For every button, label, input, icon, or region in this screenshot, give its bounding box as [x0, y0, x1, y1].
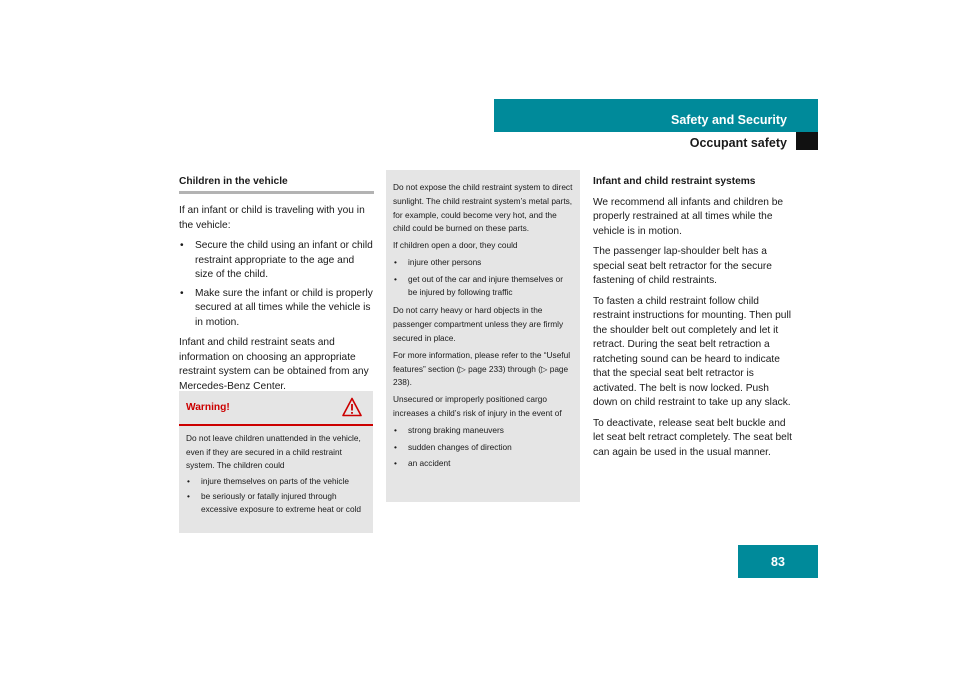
bullet-icon: •: [394, 256, 397, 267]
children-bullet-list: [179, 239, 374, 330]
retractor-text: The passenger lap-shoulder belt has a special seat belt retractor for the secure fastening of child restraints.: [593, 246, 772, 286]
bullet-icon: •: [180, 287, 184, 299]
children-heading: Children in the vehicle: [179, 175, 374, 194]
bullet-icon: •: [394, 458, 397, 469]
unsecured-cargo-text: Unsecured or improperly positioned cargo increases a child’s risk of injury in the event of: [393, 394, 562, 418]
door-text: If children open a door, they could: [393, 240, 518, 251]
event-bullet-list: [393, 424, 573, 470]
page-reference-link[interactable]: page 233: [468, 363, 503, 374]
sunlight-text: Do not expose the child restraint system to direct sunlight. The child restraint system’s metal parts, for example, could become very hot, and the child could be burned on these parts.: [393, 182, 573, 234]
cargo-text: Do not carry heavy or hard objects in the passenger compartment unless they are firmly secured in place.: [393, 305, 564, 343]
list-item: • Make sure the infant or child is properly secured at all times while the vehicle is in motion.: [180, 287, 373, 328]
warning-label: Warning!: [186, 402, 230, 413]
bullet-icon: •: [187, 475, 190, 486]
deactivation-text: To deactivate, release seat belt buckle and let seat belt retract completely. The seat belt can again be used in the usual manner.: [593, 417, 792, 458]
list-item: • an accident: [394, 458, 451, 469]
intro-text: If an infant or child is traveling with you in the vehicle:: [179, 205, 365, 231]
page-number-box: [738, 545, 818, 578]
warning-triangle-icon: [342, 397, 362, 417]
warning-text: Do not leave children unattended in the vehicle, even if they are secured in a child restraint system. The children could: [186, 433, 361, 471]
list-item: • injure other persons: [394, 256, 482, 267]
warning-header: [179, 391, 373, 426]
header-tab-marker: [796, 132, 818, 150]
page-reference-link[interactable]: page 238: [393, 363, 569, 388]
list-item: • injure themselves on parts of the vehicle: [187, 475, 350, 486]
subsection-title: Occupant safety: [689, 136, 787, 150]
bullet-icon: •: [394, 424, 397, 435]
list-item: • get out of the car and injure themselves or be injured by following traffic: [394, 273, 563, 297]
list-item: • sudden changes of direction: [394, 441, 512, 452]
recommendation-text: We recommend all infants and children be properly restrained at all times while the vehicle is in motion.: [593, 196, 784, 237]
bullet-icon: •: [180, 240, 184, 251]
bullet-icon: •: [394, 273, 397, 284]
reference-text: For more information, please refer to the “Useful features” section (▷ page 233) through (▷ page 238).: [393, 349, 571, 388]
restraint-systems-column: [593, 175, 793, 466]
warning-bullet-list: [186, 475, 366, 516]
list-item: • be seriously or fatally injured through excessive exposure to extreme heat or cold: [187, 491, 362, 514]
page-number: 83: [771, 554, 785, 569]
list-item: • Secure the child using an infant or child restraint appropriate to the age and size of the child.: [180, 240, 373, 280]
children-in-vehicle-column: [179, 175, 374, 400]
arrow-right-icon: ▷: [541, 363, 548, 374]
warning-box: [179, 391, 373, 533]
section-title: Safety and Security: [670, 113, 787, 127]
door-bullet-list: [393, 256, 573, 298]
restraint-info-text: Infant and child restraint seats and information on choosing an appropriate restraint system can be obtained from any Mercedes-Benz Center.: [179, 337, 369, 392]
bullet-icon: •: [187, 491, 190, 502]
caution-box: [386, 170, 580, 502]
arrow-right-icon: ▷: [459, 363, 466, 374]
fastening-text: To fasten a child restraint follow child restraint instructions for mounting. Then pull the shoulder belt out completely and let it retract. During the seat belt retraction a ratcheting sound can be heard to indicate that the special seat belt retractor is activated. The belt is now locked. Push down on child restraint to take up any slack.: [593, 295, 791, 408]
bullet-icon: •: [394, 441, 397, 452]
restraint-systems-heading: Infant and child restraint systems: [593, 176, 756, 187]
list-item: • strong braking maneuvers: [394, 424, 504, 435]
